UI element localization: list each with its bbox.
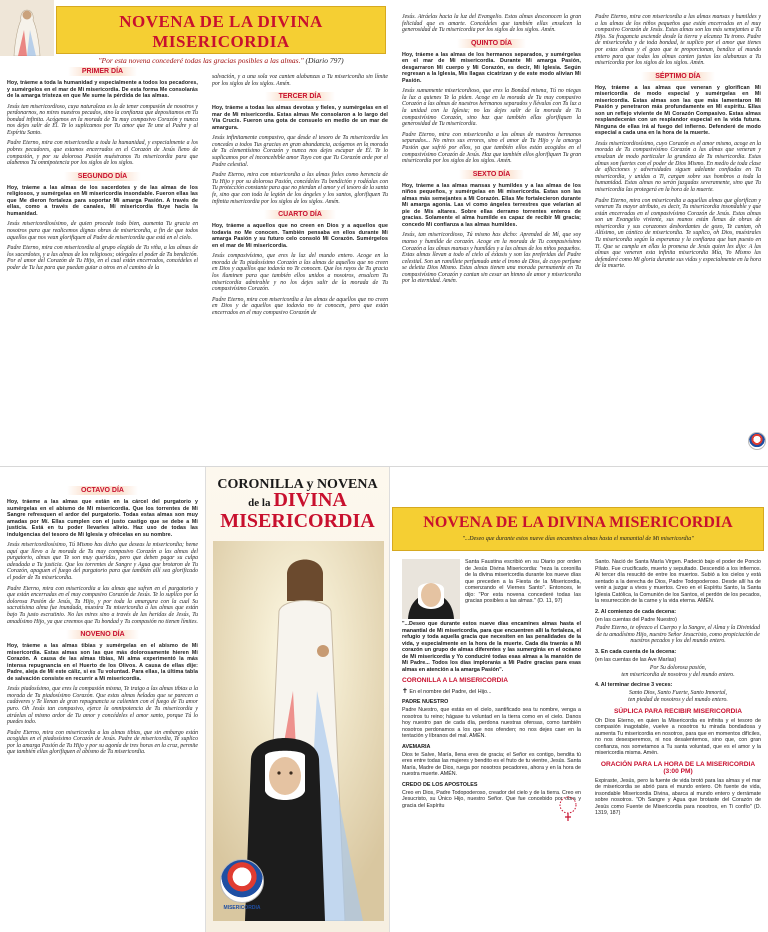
rosary-illustration xyxy=(554,795,582,821)
top-title-banner xyxy=(56,6,386,65)
saint-faustina-portrait-image xyxy=(402,559,460,619)
top-banner-quote: "Por esta novena concederé todas las gracias posibles a las almas." xyxy=(98,56,304,65)
step-4-text-1: Santo Dios, Santo Fuerte, Santo Inmortal, xyxy=(629,690,727,697)
misericordia-logo-badge xyxy=(220,859,264,903)
day-4-intention: Hoy, tráeme a aquellos que no creen en Dios y a aquellos que todavía no Me conocen. También pensaba en ellos durante Mi amarga Pasión y su futuro celo consoló Mi Corazón. Sumérgelos en el mar de Mi misericordia. xyxy=(212,223,388,249)
cover-title xyxy=(213,477,382,532)
cross-icon: ✝ xyxy=(402,688,408,695)
day-1-prayer: Jesús tan misericordioso, cuya naturaleza es la de tener compasión de nosotros y perdonarnos, no mires nuestros pecados, sino la confianza que depositamos en Tu bondad infinita. Acógenos en la morada de Tu muy compasivo Corazón y nunca nos dejes salir de Él. Te lo suplicamos por Tu amor que Te une al Padre y al Espíritu Santo. xyxy=(7,103,198,136)
day-6-heading: SEXTO DÍA xyxy=(402,171,581,178)
sign-of-cross-line: ✝ En el nombre del Padre, del Hijo... xyxy=(402,688,492,695)
bottom-banner-title: NOVENA DE LA DIVINA MISERICORDIA xyxy=(423,514,733,531)
step-4-title: 4. Al terminar decirse 3 veces: xyxy=(595,682,673,689)
column-7 xyxy=(395,553,588,932)
day-4-prayer: Jesús compasivísimo, que eres la luz del mundo entero. Acoge en la morada de Tu piadosísimo Corazón a las almas de aquellos que no creen en Dios y aquellos que todavía no Te conocen. Que los rayos de Tu gracia los iluminen para que también ellos unidos a nosotros, ensalcen Tu misericordia admirable y no los dejes salir de la morada de Tu compasivísimo Corazón. xyxy=(212,253,388,293)
day-4-heading: CUARTO DÍA xyxy=(212,211,388,218)
step-2-sub: (en las cuentas del Padre Nuestro) xyxy=(595,616,677,623)
avemaria-title: AVEMARIA xyxy=(402,743,431,750)
step-3-title: 3. En cada cuenta de la decena: xyxy=(595,648,677,655)
step-3-sub: (en las cuentas de las Ave Marías) xyxy=(595,656,677,663)
day-1-intention: Hoy, tráeme a toda la humanidad y especialmente a todos los pecadores, y sumérgelos en el mar de Mi misericordia. De esta forma Me consolarás de la amarga tristeza en que Me sume la pérdida de las almas. xyxy=(7,80,198,99)
column-4 xyxy=(588,0,768,466)
day-4-continuation: Jesús. Atráelas hacia la luz del Evangelio. Estas almas desconocen la gran felicidad que es amarte. Concédeles que también ellas ensalcen la generosidad de Tu misericordia por los siglos de los siglos. Amén. xyxy=(402,14,581,34)
step-2-title: 2. Al comienzo de cada decena: xyxy=(595,608,676,615)
day-3-offering: Padre Eterno, mira con misericordia a las almas fieles como herencia de Tu Hijo y por su dolorosa Pasión, concédeles Tu bendición y rodéalas con Tu protección constante para que no pierdan el amor y el tesoro de la santa fe, sino que con toda la legión de los ángeles y los santos, glorifiquen Tu infinita misericordia por los siglos de los siglos. Amén. xyxy=(212,172,388,205)
day-2-heading: SEGUNDO DÍA xyxy=(7,173,198,180)
day-6-intention: Hoy, tráeme a las almas mansas y humildes y a las almas de los niños pequeños, y sumérgelas en Mi misericordia. Estas son las almas más semejantes a Mi Corazón. Ellas Me fortalecieron durante Mi amarga agonía. Las vi como ángeles terrestres que velarían al pie de Mis altares. Sobre ellas derramo torrentes enteros de gracias. Solamente el alma humilde es capaz de recibir Mi gracia; concedo Mi confianza a las almas humildes. xyxy=(402,182,581,228)
day-3-intention: Hoy, tráeme a todas las almas devotas y fieles, y sumérgelas en el mar de Mi misericordia. Estas almas Me consolaron a lo largo del Vía Crucis. Fueron una gota de consuelo en medio de un mar de amargura. xyxy=(212,105,388,131)
day-6-offering: Padre Eterno, mira con misericordia a las almas mansas y humildes y a las almas de los niños pequeños que están encerradas en el muy compasivo Corazón de Jesús. Estas almas son las más semejantes a Tu Hijo. Su fragancia asciende desde la tierra y alcanza Tu trono. Padre de misericordia y de toda bondad, te suplico por el amor que tienes por estas almas y el gozo que te proporcionan, bendice al mundo entero para que todas las almas canten juntas las alabanzas a Tu misericordia por los siglos de los siglos. Amén. xyxy=(595,14,761,67)
day-9-intention: Hoy, tráeme a las almas tibias y sumérgelas en el abismo de Mi misericordia. Estas almas son las que más dolorosamente hieren Mi Corazón. A causa de las almas tibias, Mi alma experimentó la más intensa repugnancia en el Huerto de los Olivos. A causa de ellas dije: Padre, aleja de Mí este cáliz, si es Tu voluntad. Para ellas, la última tabla de salvación consiste en recurrir a Mi misericordia. xyxy=(7,643,198,682)
column-2 xyxy=(205,56,395,466)
padre-nuestro-text: Padre Nuestro, que estás en el cielo, santificado sea tu nombre, venga a nosotros tu reino; hágase tu voluntad en la tierra como en el cielo. Danos hoy nuestro pan de cada día, perdona nuestras ofensas, como también nosotros perdonamos a los que nos ofenden; no nos dejes caer en la tentación y líbranos del mal. AMÉN. xyxy=(402,707,581,739)
day-3-prayer: Jesús infinitamente compasivo, que desde el tesoro de Tu misericordia les concedes a todos Tus gracias en gran abundancia, acógenos en la morada de Tu clementísimo Corazón y nunca nos dejes escapar de Él. Te lo suplicamos por el inconcebible amor Tuyo con que Tu Corazón arde por el Padre celestial. xyxy=(212,135,388,168)
misericordia-logo-label: MISERICORDIA xyxy=(223,905,261,911)
bottom-title-banner xyxy=(392,507,764,551)
day-5-prayer: Jesús sumamente misericordioso, que eres la Bondad misma, Tú no niegas la luz a quienes Te la piden. Acoge en la morada de Tu muy compasivo Corazón a las almas de nuestros hermanos separados y llévalas con Tu luz a la unidad con la Iglesia; no las dejes salir de la morada de Tu compasivísimo Corazón, sino haz que también ellas glorifiquen la generosidad de Tu misericordia. xyxy=(402,88,581,128)
padre-nuestro-title: PADRE NUESTRO xyxy=(402,699,449,705)
column-8 xyxy=(588,553,768,932)
credo-continuation: Santo. Nació de Santa María Virgen. Padeció bajo el poder de Poncio Pilato. Fue crucificado, muerto y sepultado. Descendió a los infiernos. Al tercer día resucitó de entre los muertos. Subió a los cielos y está sentado a la derecha de Dios, Padre Todopoderoso. Desde allí ha de venir a juzgar a vivos y muertos. Creo en el Espíritu Santo, la Santa Iglesia Católica, la Comunión de los Santos, el perdón de los pecados, la resurrección de la carne y la vida eterna. AMÉN. xyxy=(595,559,761,604)
day-5-intention: Hoy, tráeme a las almas de los hermanos separados, y sumérgelas en el mar de Mi misericordia. Durante Mi amarga Pasión, desgarraron Mi cuerpo y Mi Corazón, es decir, Mi Iglesia. Según regresan a la Iglesia, Mis llagas cicatrizan y de este modo alivian Mi Pasión. xyxy=(402,51,581,84)
top-banner-ref: (Diario 797) xyxy=(305,56,344,65)
day-6-prayer: Jesús, tan misericordioso, Tú mismo has dicho: Aprended de Mí, que soy manso y humilde de corazón. Acoge en la morada de Tu compasivísimo Corazón a las almas mansas y humildes y a las almas de los niños pequeños. Estas almas llevan a todo el cielo al éxtasis y son las preferidas del Padre celestial. Son un ramillete perfumado ante el trono de Dios, de cuyo perfume se deleita Dios Mismo. Estas almas tienen una morada permanente en Tu compasivísimo Corazón y cantan sin cesar un himno de amor y misericordia por la eternidad. Amén. xyxy=(402,232,581,285)
day-1-heading: PRIMER DÍA xyxy=(7,68,198,75)
hora-text: Expiraste, Jesús, pero la fuente de vida brotó para las almas y el mar de misericordia se abrió para el mundo entero. Oh fuente de vida, insondable Misericordia Divina, abarca al mundo entero y derrámate sobre nosotros. "Oh Sangre y Agua que brotaste del Corazón de Jesús como Fuente de Misericordia para nosotros, en Ti confío" (D. 1319, 187) xyxy=(595,777,761,817)
day-9-prayer: Jesús piadosísimo, que eres la compasión misma, Te traigo a las almas tibias a la morada de Tu piadosísimo Corazón. Que estas almas heladas que se parecen a cadáveres y Te llenan de gran repugnancia se calienten con el fuego de Tu amor puro. Oh Jesús tan compasivo, ejerce la omnipotencia de Tu misericordia y atráelas al mismo ardor de Tu amor y concédeles el amor santo, porque Tú lo puedes todo. xyxy=(7,686,198,726)
credo-title: CREDO DE LOS APOSTOLES xyxy=(402,781,478,788)
column-5 xyxy=(0,467,205,932)
bottom-banner-subtitle: "...Deseo que durante estos nueve días encamines almas hasta el manantial de Mi misericordia" xyxy=(462,536,694,542)
bottom-panel xyxy=(0,466,768,932)
divine-mercy-thumbnail-image xyxy=(0,0,54,56)
day-5-offering: Padre Eterno, mira con misericordia a las almas de nuestros hermanos separados... No mires sus errores, sino el amor de Tu Hijo y la amarga Pasión que sufrió por ellos, ya que también ellos están acogidos en el compasivísimo Corazón de Jesús. Haz que también ellos glorifiquen Tu gran misericordia por los siglos de los siglos. Amén. xyxy=(402,131,581,165)
cover-line-2-3: de la DIVINA xyxy=(248,489,347,511)
day-9-heading: NOVENO DÍA xyxy=(7,631,198,638)
suplica-heading: SÚPLICA PARA RECIBIR MISERICORDIA xyxy=(614,707,742,715)
cover-column xyxy=(205,467,390,932)
day-8-prayer: Jesús misericordiosísimo, Tú Mismo has dicho que deseas la misericordia; heme aquí que llevo a la morada de Tu muy compasivo Corazón a las almas del purgatorio, almas que Te son muy queridas, pero que deben pagar su culpa adeudada a Tu justicia. Que los torrentes de Sangre y Agua que brotaron de Tu Corazón, apaguen el fuego del purgatorio para que también allí sea glorificado el poder de Tu misericordia. xyxy=(7,542,198,581)
day-8-intention: Hoy, tráeme a las almas que están en la cárcel del purgatorio y sumérgelas en el abismo de Mi misericordia. Que los torrentes de Mi Sangre refresquen el ardor del purgatorio. Todas estas almas son muy amadas por Mí. Ellas cumplen con el justo castigo que se debe a Mi justicia. Está en tu poder llevarles alivio. Haz uso de todas las indulgencias del tesoro de Mi Iglesia y ofrécelas en su nombre. xyxy=(7,499,198,538)
day-7-intention: Hoy, tráeme a las almas que veneran y glorifican Mi misericordia de modo especial y sumérgelas en Mi misericordia. Estas almas son las que más lamentaron Mi Pasión y penetraron más profundamente en Mi espíritu. Ellas son un reflejo viviente de Mi Corazón Compasivo. Estas almas resplandecerán con un resplandor especial en la vida futura. Ninguna de ellas irá al fuego del infierno. Defenderé de modo especial a cada una en la hora de la muerte. xyxy=(595,84,761,137)
day-3-heading: TERCER DÍA xyxy=(212,93,388,100)
column-1 xyxy=(0,56,205,466)
credo-text: Creo en Dios, Padre Todopoderoso, creador del cielo y de la tierra. Creo en Jesucristo, su Único Hijo, nuestro Señor. Que fue concebido por obra y gracia del Espíritu xyxy=(402,789,581,809)
day-7-heading: SÉPTIMO DÍA xyxy=(595,73,761,80)
day-2-continuation: salvación, y a una sola voz canten alabanzas a Tu misericordia sin límite por los siglos de los siglos. Amén. xyxy=(212,74,388,87)
step-2-text: Padre Eterno, te ofrezco el Cuerpo y la Sangre, el Alma y la Divinidad de tu amadísimo Hijo, nuestro Señor Jesucristo, como propiciación de nuestros pecados y los del mundo entero. xyxy=(596,625,760,645)
day-9-offering: Padre Eterno, mira con misericordia a las almas tibias, que sin embargo están acogidas en el piadosísimo Corazón de Jesús. Padre de misericordia, Te suplico por la amarga Pasión de Tu Hijo y por su agonía de tres horas en la cruz, permite que también ellas glorifiquen el abismo de Tu misericordia. xyxy=(7,729,198,756)
step-3-text-1: Por Su dolorosa pasión, xyxy=(649,665,707,672)
day-2-prayer: Jesús misericordiosísimo, de quien procede todo bien, aumenta Tu gracia en nosotros para que realicemos dignas obras de misericordia, a fin de que todos aquellos que nos vean glorifiquen al Padre de misericordia que está en el cielo. xyxy=(7,221,198,241)
intro-paragraph-1: Santa Faustina escribió en su Diario por orden de Jesús Divina Misericordia: "reza la coronilla de la divina misericordia durante los nueve días que preceden a la Fiesta de la Misericordia, comenzando el Viernes Santo". Entonces, le dijo: "Por esta novena concederé todas las gracias posibles a las almas." (D. 11, 97) xyxy=(465,559,581,604)
avemaria-text: Dios te Salve, María, llena eres de gracia; el Señor es contigo, bendita tú eres entre todas las mujeres y bendito es el fruto de tu vientre, Jesús. Santa María, Madre de Dios, ruega por nosotros pecadores, ahora y en la hora de nuestra muerte. AMÉN. xyxy=(402,751,581,777)
day-7-prayer: Jesús misericordiosísimo, cuyo Corazón es el amor mismo, acoge en la morada de Tu compasivísimo Corazón a las almas que veneran y ensalzan de modo particular la grandeza de Tu misericordia. Estas almas son fuertes con el poder de Dios Mismo. En medio de toda clase de aflicciones y adversidades siguen adelante confiadas en Tu misericordia, y unidas a Ti, cargan sobre sus hombros a toda la humanidad. Estas almas no serán juzgadas severamente, sino que Tu misericordia las protegerá en la hora de la muerte. xyxy=(595,140,761,193)
day-5-heading: QUINTO DÍA xyxy=(402,40,581,47)
day-7-offering: Padre Eterno, mira con misericordia a aquellas almas que glorifican y veneran Tu mayor atributo, es decir, Tu misericordia insondable y que están encerradas en el compasivísimo Corazón de Jesús. Estas almas son un Evangelio viviente, sus manos están llenas de obras de misericordia y sus corazones desbordantes de gozo, Te cantan, oh Altísimo, un cántico de misericordia. Te suplico, oh Dios, muéstrales Tu misericordia según la esperanza y la confianza que han puesto en Ti. Que se cumpla en ellas la promesa de Jesús quien les dijo: A las almas que veneren esta infinita misericordia Mía, Yo Mismo las defenderé como Mi gloria durante sus vidas y especialmente en la hora de la muerte. xyxy=(595,197,761,270)
top-banner-title: NOVENA DE LA DIVINA MISERICORDIA xyxy=(119,12,323,51)
step-3-text-2: ten misericordia de nosotros y del mundo entero. xyxy=(621,671,735,678)
coronilla-heading: CORONILLA A LA MISERICORDIA xyxy=(402,677,508,684)
day-1-offering: Padre Eterno, mira con misericordia a toda la humanidad, y especialmente a los pobres pecadores, que estamos encerrados en el Corazón de Jesús lleno de compasión, y por su dolorosa Pasión muéstranos Tu misericordia para que alabemos Tu omnipotencia por los siglos de los siglos. xyxy=(7,140,198,167)
day-8-heading: OCTAVO DÍA xyxy=(7,487,198,494)
hora-heading: ORACIÓN PARA LA HORA DE LA MISERICORDIA (3:00 PM) xyxy=(600,760,756,775)
cover-line-1: CORONILLA y NOVENA xyxy=(217,477,378,492)
day-8-offering: Padre Eterno, mira con misericordia a las almas que sufren en el purgatorio y que están encerradas en el muy compasivo Corazón de Jesús. Te lo suplico por la dolorosa Pasión de Jesús, Tu Hijo, y por toda la amargura con la cual Su sacratísima alma fue inundada, muestra Tu misericordia a las almas que están bajo Tu justo escrutinio. No las mires sino a través de las heridas de Jesús, Tu amadísimo Hijo, ya que creemos que Tu bondad y Tu compasión no tienen límites. xyxy=(7,585,198,625)
suplica-text: Oh Dios Eterno, en quien la Misericordia es infinita y el tesoro de compasión inagotable, vuelve a nosotros tu mirada bondadosa y aumenta Tu misericordia en nosotros, para que en momentos difíciles, no nos desesperemos, ni nos desalentemos, sino que, con gran confianza, nos sometamos a Tu santa voluntad, que es el amor y la misericordia misma. Amén. xyxy=(595,717,761,757)
step-4-text-2: ten piedad de nosotros y del mundo entero. xyxy=(628,697,728,704)
divine-mercy-logo xyxy=(748,432,766,450)
day-4-offering: Padre Eterno, mira con misericordia a las almas de aquellos que no creen en Dios y de aquellos que todavía no te conocen, pero que están encerrados en el muy compasivo Corazón de xyxy=(212,296,388,316)
column-3 xyxy=(395,0,588,466)
day-2-offering: Padre Eterno, mira con misericordia al grupo elegido de Tu viña, a las almas de los sacerdotes, y a las almas de los religiosos; otórgales el poder de Tu bendición. Por el amor del Corazón de Tu Hijo, en el cual están encerrados, concédeles el poder de Tu luz para que puedan guiar a otros en el camino de la xyxy=(7,245,198,271)
cover-line-4: MISERICORDIA xyxy=(220,510,375,532)
intro-paragraph-2: "...Deseo que durante estos nueve días encamines almas hasta el manantial de Mi misericordia, para que encuentren allí la fortaleza, el refugio y toda aquella gracia que necesiten en las penalidades de la vida, y especialmente en la hora de la muerte. Cada día traerás a Mi corazón un grupo de almas diferentes y las sumergirás en el océano de Mi misericordia y Yo conduciré todas esas almas a la mansión de Mi Padre... Todos los días implorarás a Mi Padre gracias para esas almas en atención a la amarga Pasión". xyxy=(402,621,581,673)
day-2-intention: Hoy, tráeme a las almas de los sacerdotes y de las almas de los religiosos, y sumérgelas en Mi misericordia insondable. Fueron ellas las que Me dieron fortaleza para soportar Mi amarga Pasión. A través de ellas, como a través de canales, Mi misericordia fluye hacia la humanidad. xyxy=(7,184,198,217)
